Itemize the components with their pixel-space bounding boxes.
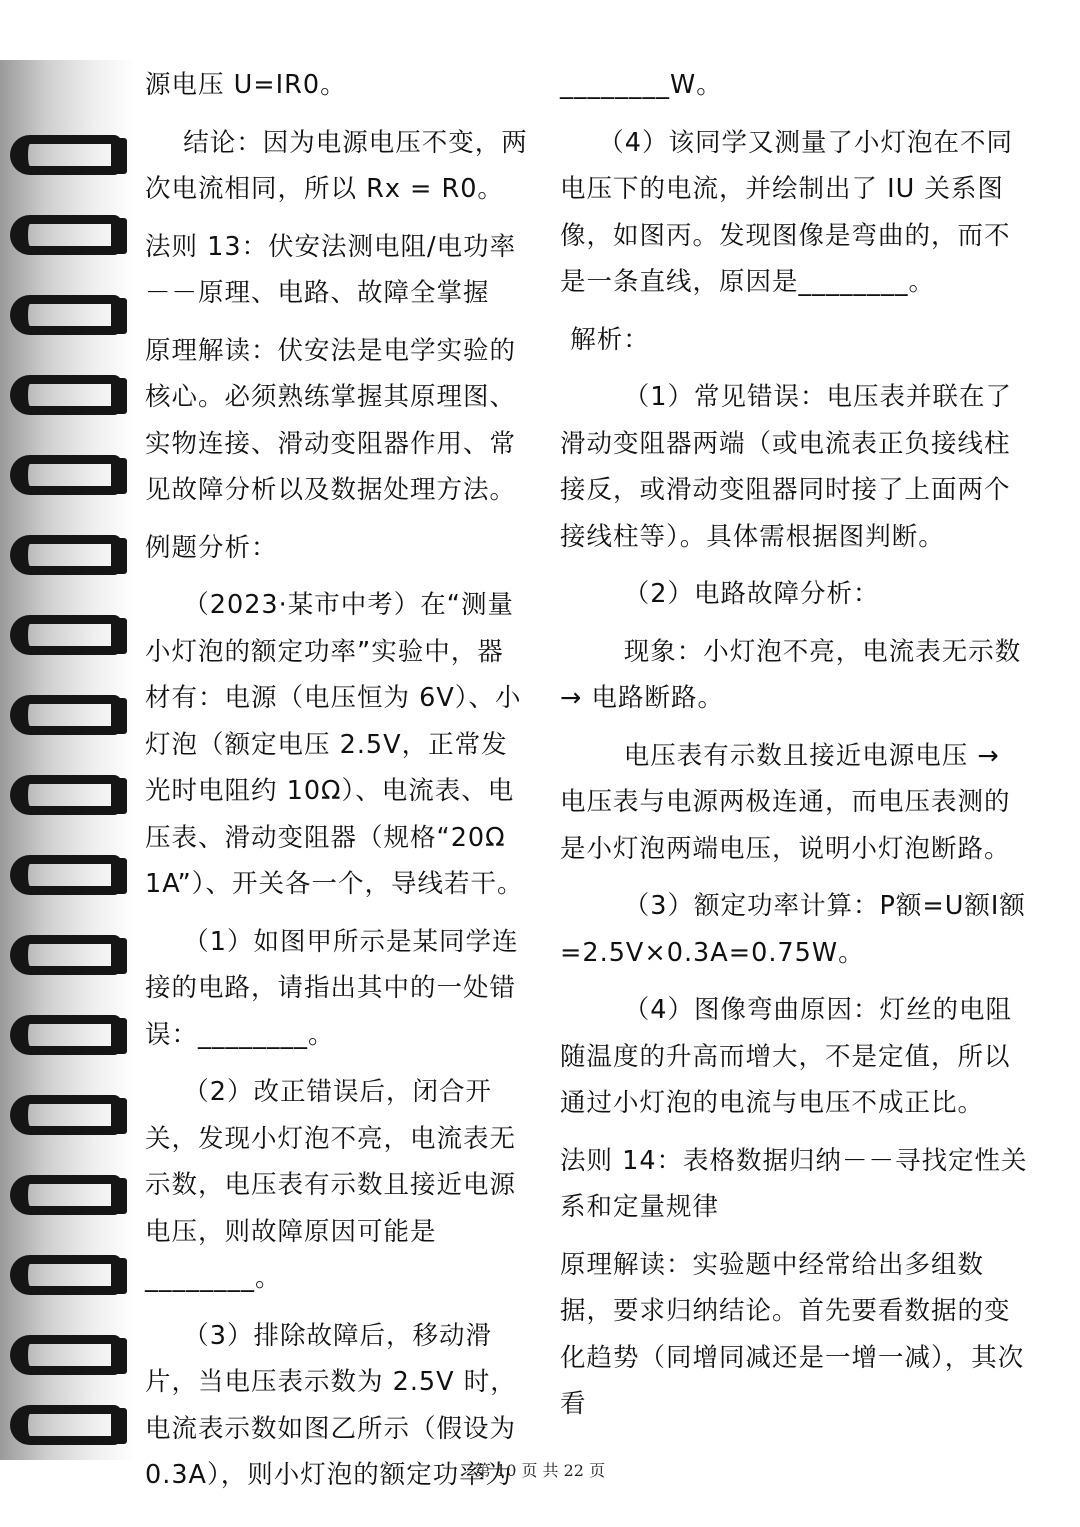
question-3: （3）排除故障后，移动滑片，当电压表示数为 2.5V 时，电流表示数如图乙所示（假设为 0.3A），则小灯泡的额定功率为: [145, 1320, 517, 1490]
analysis-heading: 解析：: [570, 324, 650, 355]
binding-ring-icon: [10, 135, 122, 175]
binding-ring-icon: [10, 1175, 122, 1215]
binding-ring-icon: [10, 535, 122, 575]
example-heading: 例题分析：: [145, 532, 278, 563]
binding-ring-icon: [10, 1015, 122, 1055]
answer-1: （1）常见错误：电压表并联在了滑动变阻器两端（或电流表正负接线柱接反，或滑动变阻器同时接了上面两个接线柱等）。具体需根据图判断。: [560, 382, 1012, 552]
binding-ring-icon: [10, 1255, 122, 1295]
question-1: （1）如图甲所示是某同学连接的电路，请指出其中的一处错误：________。: [145, 926, 519, 1050]
binding-ring-icon: [10, 1405, 122, 1445]
answer-3: （3）额定功率计算：P额=U额I额=2.5V×0.3A=0.75W。: [560, 891, 1026, 968]
binding-ring-icon: [10, 935, 122, 975]
left-column: [145, 62, 530, 1510]
rule-13-heading: 法则 13：伏安法测电阻/电功率－－原理、电路、故障全掌握: [145, 231, 517, 308]
binding-ring-icon: [10, 455, 122, 495]
example-question: （2023·某市中考）在“测量小灯泡的额定功率”实验中，器材有：电源（电压恒为 6V）、小灯泡（额定电压 2.5V，正常发光时电阻约 10Ω）、电流表、电压表、滑动变阻器（规格“20Ω 1A”）、开关各一个，导线若干。: [145, 590, 524, 899]
question-3-continued: ________W。: [560, 70, 723, 100]
answer-4: （4）图像弯曲原因：灯丝的电阻随温度的升高而增大，不是定值，所以通过小灯泡的电流与电压不成正比。: [560, 995, 1012, 1118]
question-2: （2）改正错误后，闭合开关，发现小灯泡不亮，电流表无示数，电压表有示数且接近电源电压，则故障原因可能是________。: [145, 1077, 517, 1293]
binding-ring-icon: [10, 695, 122, 735]
binding-ring-icon: [10, 1335, 122, 1375]
answer-2-explanation: 电压表有示数且接近电源电压 → 电压表与电源两极连通，而电压表测的是小灯泡两端电压，说明小灯泡断路。: [560, 740, 1011, 864]
binding-ring-icon: [10, 775, 122, 815]
rule-14-heading: 法则 14：表格数据归纳－－寻找定性关系和定量规律: [560, 1145, 1028, 1222]
page-number: 第 10 页 共 22 页: [474, 1461, 606, 1480]
principle-paragraph: 原理解读：伏安法是电学实验的核心。必须熟练掌握其原理图、实物连接、滑动变阻器作用、常见故障分析以及数据处理方法。: [145, 335, 517, 505]
paragraph: 源电压 U=IR0。: [145, 70, 347, 100]
question-4: （4）该同学又测量了小灯泡在不同电压下的电流，并绘制出了 IU 关系图像，如图丙。发现图像是弯曲的，而不是一条直线，原因是________。: [560, 127, 1013, 297]
answer-2-phenomenon: 现象：小灯泡不亮，电流表无示数 → 电路断路。: [560, 636, 1022, 713]
answer-2-heading: （2）电路故障分析：: [623, 579, 880, 609]
right-column: [560, 62, 1030, 1439]
binding-ring-icon: [10, 375, 122, 415]
principle-paragraph-14: 原理解读：实验题中经常给出多组数据，要求归纳结论。首先要看数据的变化趋势（同增同减还是一增一减），其次看: [560, 1249, 1025, 1419]
binding-ring-icon: [10, 615, 122, 655]
binding-ring-icon: [10, 855, 122, 895]
binding-ring-icon: [10, 295, 122, 335]
spiral-binding: [0, 60, 135, 1460]
binding-ring-icon: [10, 215, 122, 255]
binding-ring-icon: [10, 1095, 122, 1135]
conclusion-paragraph: 结论：因为电源电压不变，两次电流相同，所以 Rx = R0。: [145, 127, 528, 204]
